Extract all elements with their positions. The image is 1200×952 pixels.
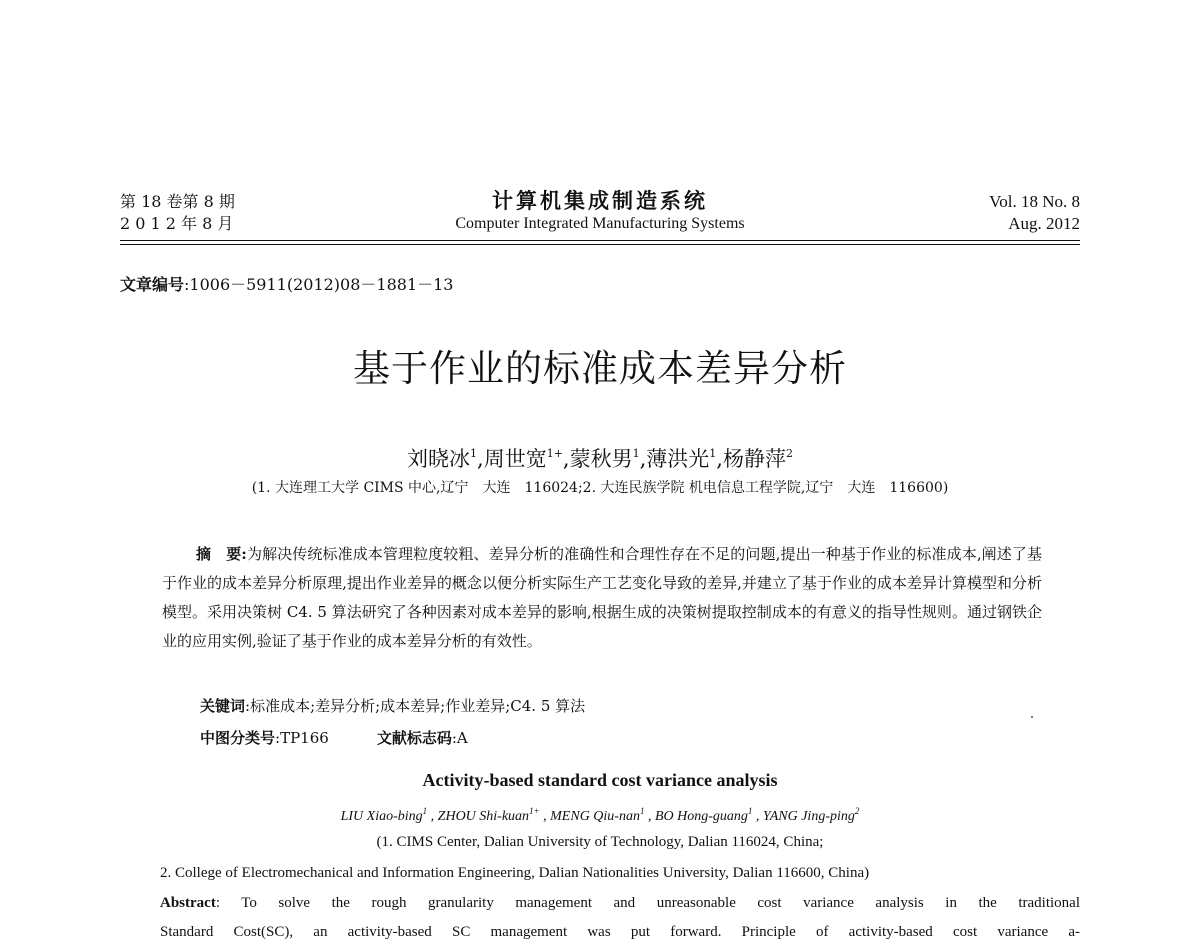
- abstract-label-en: Abstract: [160, 895, 216, 911]
- doc-code-label: 文献标志码: [376, 729, 452, 747]
- author-affiliation-mark: 1: [747, 806, 753, 816]
- classification-cn: [200, 727, 468, 748]
- abstract-en-line1: [160, 889, 1080, 918]
- author-name-en: , BO Hong-guang: [644, 809, 748, 824]
- scan-speck: [1031, 716, 1033, 718]
- abstract-text-en-1: : To solve the rough granularity management and unreasonable cost variance analysis in the traditional: [215, 895, 1080, 911]
- journal-name: [300, 188, 900, 234]
- author-name-en: LIU Xiao-bing: [340, 809, 423, 824]
- header-rule-thick: [120, 240, 1080, 241]
- author-affiliation-mark: 1: [632, 447, 640, 460]
- volume-issue-en: [989, 191, 1080, 235]
- clc-value: :TP166: [275, 729, 329, 747]
- author-name: ,薄洪光: [639, 447, 710, 471]
- date-en: Aug. 2012: [1008, 214, 1080, 233]
- author-affiliation-mark: 2: [854, 806, 860, 816]
- affiliation-cn: (1. 大连理工大学 CIMS 中心,辽宁 大连 116024;2. 大连民族学院 机电信息工程学院,辽宁 大连 116600): [251, 480, 949, 496]
- keywords-value: :标准成本;差异分析;成本差异;作业差异;C4. 5 算法: [245, 697, 586, 715]
- author-affiliation-mark: 1: [709, 447, 717, 460]
- keywords-cn: [200, 695, 585, 716]
- author-name: 刘晓冰: [407, 447, 471, 471]
- journal-name-en: Computer Integrated Manufacturing Systems: [455, 215, 745, 232]
- header-rule-thin: [120, 244, 1080, 245]
- article-number-value: :1006－5911(2012)08－1881－13: [184, 275, 454, 294]
- volume-issue: [120, 191, 235, 235]
- article-number-label: 文章编号: [120, 275, 185, 294]
- author-affiliation-mark: 1+: [529, 806, 540, 816]
- author-affiliation-mark: 1+: [546, 447, 563, 460]
- article-number: [120, 272, 454, 295]
- author-name-en: , MENG Qiu-nan: [539, 809, 640, 824]
- author-name: ,周世宽: [477, 447, 547, 471]
- date-cn: 2 0 1 2 年 8 月: [120, 214, 234, 233]
- author-name: ,蒙秋男: [562, 447, 633, 471]
- author-name-en: , ZHOU Shi-kuan: [427, 809, 530, 824]
- volume-issue-cn: 第 18 卷第 8 期: [120, 192, 235, 211]
- volume-number-en: Vol. 18 No. 8: [989, 192, 1080, 211]
- abstract-cn: [162, 540, 1042, 656]
- journal-name-cn: 计算机集成制造系统: [492, 188, 708, 213]
- abstract-text-en-2: Standard Cost(SC), an activity-based SC management was put forward. Principle of activity-based cost variance a-: [160, 924, 1080, 940]
- abstract-en: [160, 889, 1080, 947]
- doc-code-value: :A: [451, 729, 468, 747]
- keywords-label: 关键词: [200, 697, 246, 715]
- paper-title-cn: 基于作业的标准成本差异分析: [353, 347, 847, 390]
- author-affiliation-mark: 1: [470, 447, 478, 460]
- abstract-label-cn: 摘 要:: [196, 545, 247, 563]
- authors-cn: [0, 440, 1200, 473]
- author-affiliation-mark: 1: [639, 806, 645, 816]
- author-name: ,杨静萍: [716, 447, 786, 471]
- author-name-en: , YANG Jing-ping: [752, 809, 855, 824]
- paper-title-en: Activity-based standard cost variance analysis: [422, 770, 778, 790]
- affiliation-en-line1: (1. CIMS Center, Dalian University of Technology, Dalian 116024, China;: [376, 834, 824, 850]
- affiliation-en-line2: 2. College of Electromechanical and Information Engineering, Dalian Nationalities University, Dalian 116600, China): [160, 865, 870, 881]
- authors-en: [0, 801, 1200, 827]
- abstract-text-cn: 为解决传统标准成本管理粒度较粗、差异分析的准确性和合理性存在不足的问题,提出一种基于作业的标准成本,阐述了基于作业的成本差异分析原理,提出作业差异的概念以便分析实际生产工艺变化导致的差异,并建立了基于作业的成本差异计算模型和分析模型。采用决策树 C4. 5 算法研究了各种因素对成本差异的影响,根据生成的决策树提取控制成本的有意义的指导性规则。通过钢铁企业的应用实例,验证了基于作业的成本差异分析的有效性。: [162, 545, 1042, 650]
- author-affiliation-mark: 1: [422, 806, 428, 816]
- author-affiliation-mark: 2: [785, 447, 793, 460]
- clc-label: 中图分类号: [200, 729, 276, 747]
